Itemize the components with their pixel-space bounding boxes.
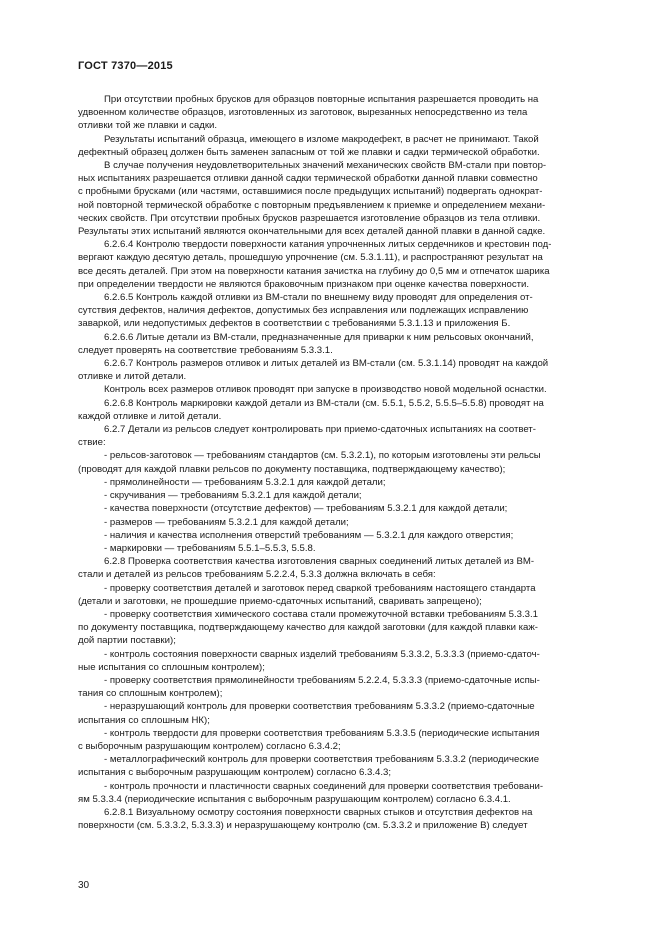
paragraph: 6.2.6.4 Контролю твердости поверхности катания упрочненных литых сердечников и крестовин под- вергают каждую десятую деталь, прошедшую упрочнение (см. 5.3.1.11), и распространяют результат на все десять деталей. При этом на поверхности катания зачистка на глубину до 0,5 мм и отпечаток шарика при определении твердости не являются браковочным признаком при оценке качества поверхности. [78, 239, 552, 290]
list-item: - неразрушающий контроль для проверки соответствия требованиям 5.3.3.2 (приемо-сдаточные испытания со сплошным НК); [78, 701, 535, 726]
paragraph: 6.2.6.7 Контроль размеров отливок и литых деталей из ВМ-стали (см. 5.3.1.14) проводят на каждой отливке и литой детали. [78, 358, 549, 383]
paragraph: При отсутствии пробных брусков для образцов повторные испытания разрешается проводить на удвоенном количестве образцов, изготовленных из заготовок, вырезанных непосредственно из тела отливки той же плавки и садки. [78, 94, 539, 132]
list-item: - размеров — требованиям 5.3.2.1 для каждой детали; [104, 516, 349, 528]
list-item: - проверку соответствия деталей и заготовок перед сваркой требованиям настоящего стандарта (детали и заготовки, не прошедшие приемо-сдаточных испытаний, сваривать запрещено); [78, 582, 536, 607]
list-item: - рельсов-заготовок — требованиям стандартов (см. 5.3.2.1), по которым изготовлены эти рельсы (проводят для каждой плавки рельсов по документу поставщика, подтверждающему качество); [78, 450, 541, 475]
list-item: - наличия и качества исполнения отверстий требованиям — 5.3.2.1 для каждого отверстия; [104, 529, 514, 541]
page-number: 30 [78, 880, 90, 891]
list-item: - скручивания — требованиям 5.3.2.1 для каждой детали; [104, 490, 362, 502]
list-item: - прямолинейности — требованиям 5.3.2.1 для каждой детали; [104, 476, 386, 488]
paragraph: 6.2.6.6 Литые детали из ВМ-стали, предназначенные для приварки к ним рельсовых окончаний, следует проверять на соответствие требованиям 5.3.3.1. [78, 331, 534, 356]
list-item: - металлографический контроль для проверки соответствия требованиям 5.3.3.2 (периодические испытания с выборочным разрушающим контролем) согласно 6.3.4.3; [78, 754, 540, 779]
list-item: - качества поверхности (отсутствие дефектов) — требованиям 5.3.2.1 для каждой детали; [104, 503, 508, 515]
paragraph: 6.2.6.8 Контроль маркировки каждой детали из ВМ-стали (см. 5.5.1, 5.5.2, 5.5.5–5.5.8) проводят на каждой отливке и литой детали. [78, 397, 544, 422]
list-item: - маркировки — требованиям 5.5.1–5.5.3, 5.5.8. [104, 542, 316, 554]
list-item: - контроль твердости для проверки соответствия требованиям 5.3.3.5 (периодические испытания с выборочным разрушающим контролем) согласно 6.3.4.2; [78, 727, 540, 752]
document-body [78, 93, 586, 832]
paragraph: В случае получения неудовлетворительных значений механических свойств ВМ-стали при повтор- ных испытаниях разрешается отливки данной садки термической обработки данной плавки совместно с пробными брусками (или частями, оставшимися после предыдущих испытаний) подвергать однократ- ной повторной термической обработке с повторным предъявлением к приемке и определением механи- ческих свойств. При отсутствии пробных брусков разрешается изготовление образцов из тела отливки. Результаты этих испытаний являются окончательными для всех деталей данной плавки в данной садке. [78, 160, 547, 238]
paragraph: 6.2.8.1 Визуальному осмотру состояния поверхности сварных стыков и отсутствия дефектов на поверхности (см. 5.3.3.2, 5.3.3.3) и неразрушающему контролю (см. 5.3.3.2 и приложение В) следует [78, 806, 533, 832]
paragraph: Результаты испытаний образца, имеющего в изломе макродефект, в расчет не принимают. Такой дефектный образец должен быть заменен запасным от той же плавки и садки термической обработки. [78, 133, 540, 158]
paragraph: Контроль всех размеров отливок проводят при запуске в производство новой модельной оснастки. [104, 384, 547, 396]
paragraph: 6.2.7 Детали из рельсов следует контролировать при приемо-сдаточных испытаниях на соответ- ствие: [78, 424, 536, 449]
paragraph: 6.2.8 Проверка соответствия качества изготовления сварных соединений литых деталей из ВМ- стали и деталей из рельсов требованиям 5.2.2.4, 5.3.3 должна включать в себя: [78, 556, 535, 581]
list-item: - проверку соответствия прямолинейности требованиям 5.2.2.4, 5.3.3.3 (приемо-сдаточные испы- тания со сплошным контролем); [78, 674, 540, 700]
list-item: - контроль прочности и пластичности сварных соединений для проверки соответствия требовани- ям 5.3.3.4 (периодические испытания с выборочным разрушающим контролем) согласно 6.3.4.1. [78, 780, 544, 805]
paragraph: 6.2.6.5 Контроль каждой отливки из ВМ-стали по внешнему виду проводят для определения от- сутствия дефектов, наличия дефектов, допустимых без исправления или подлежащих исправлению заваркой, или недопустимых дефектов в соответствии с требованиями 5.3.1.13 и приложения Б. [78, 292, 533, 330]
list-item: - проверку соответствия химического состава стали промежуточной вставки требованиям 5.3.3.1 по документу поставщика, подтверждающему качество для каждой заготовки (для каждой плавки каж- дой партии поставки); [78, 608, 538, 647]
document-header: ГОСТ 7370—2015 [78, 60, 173, 72]
list-item: - контроль состояния поверхности сварных изделий требованиям 5.3.3.2, 5.3.3.3 (приемо-сдаточ- ные испытания со сплошным контролем); [78, 648, 540, 673]
